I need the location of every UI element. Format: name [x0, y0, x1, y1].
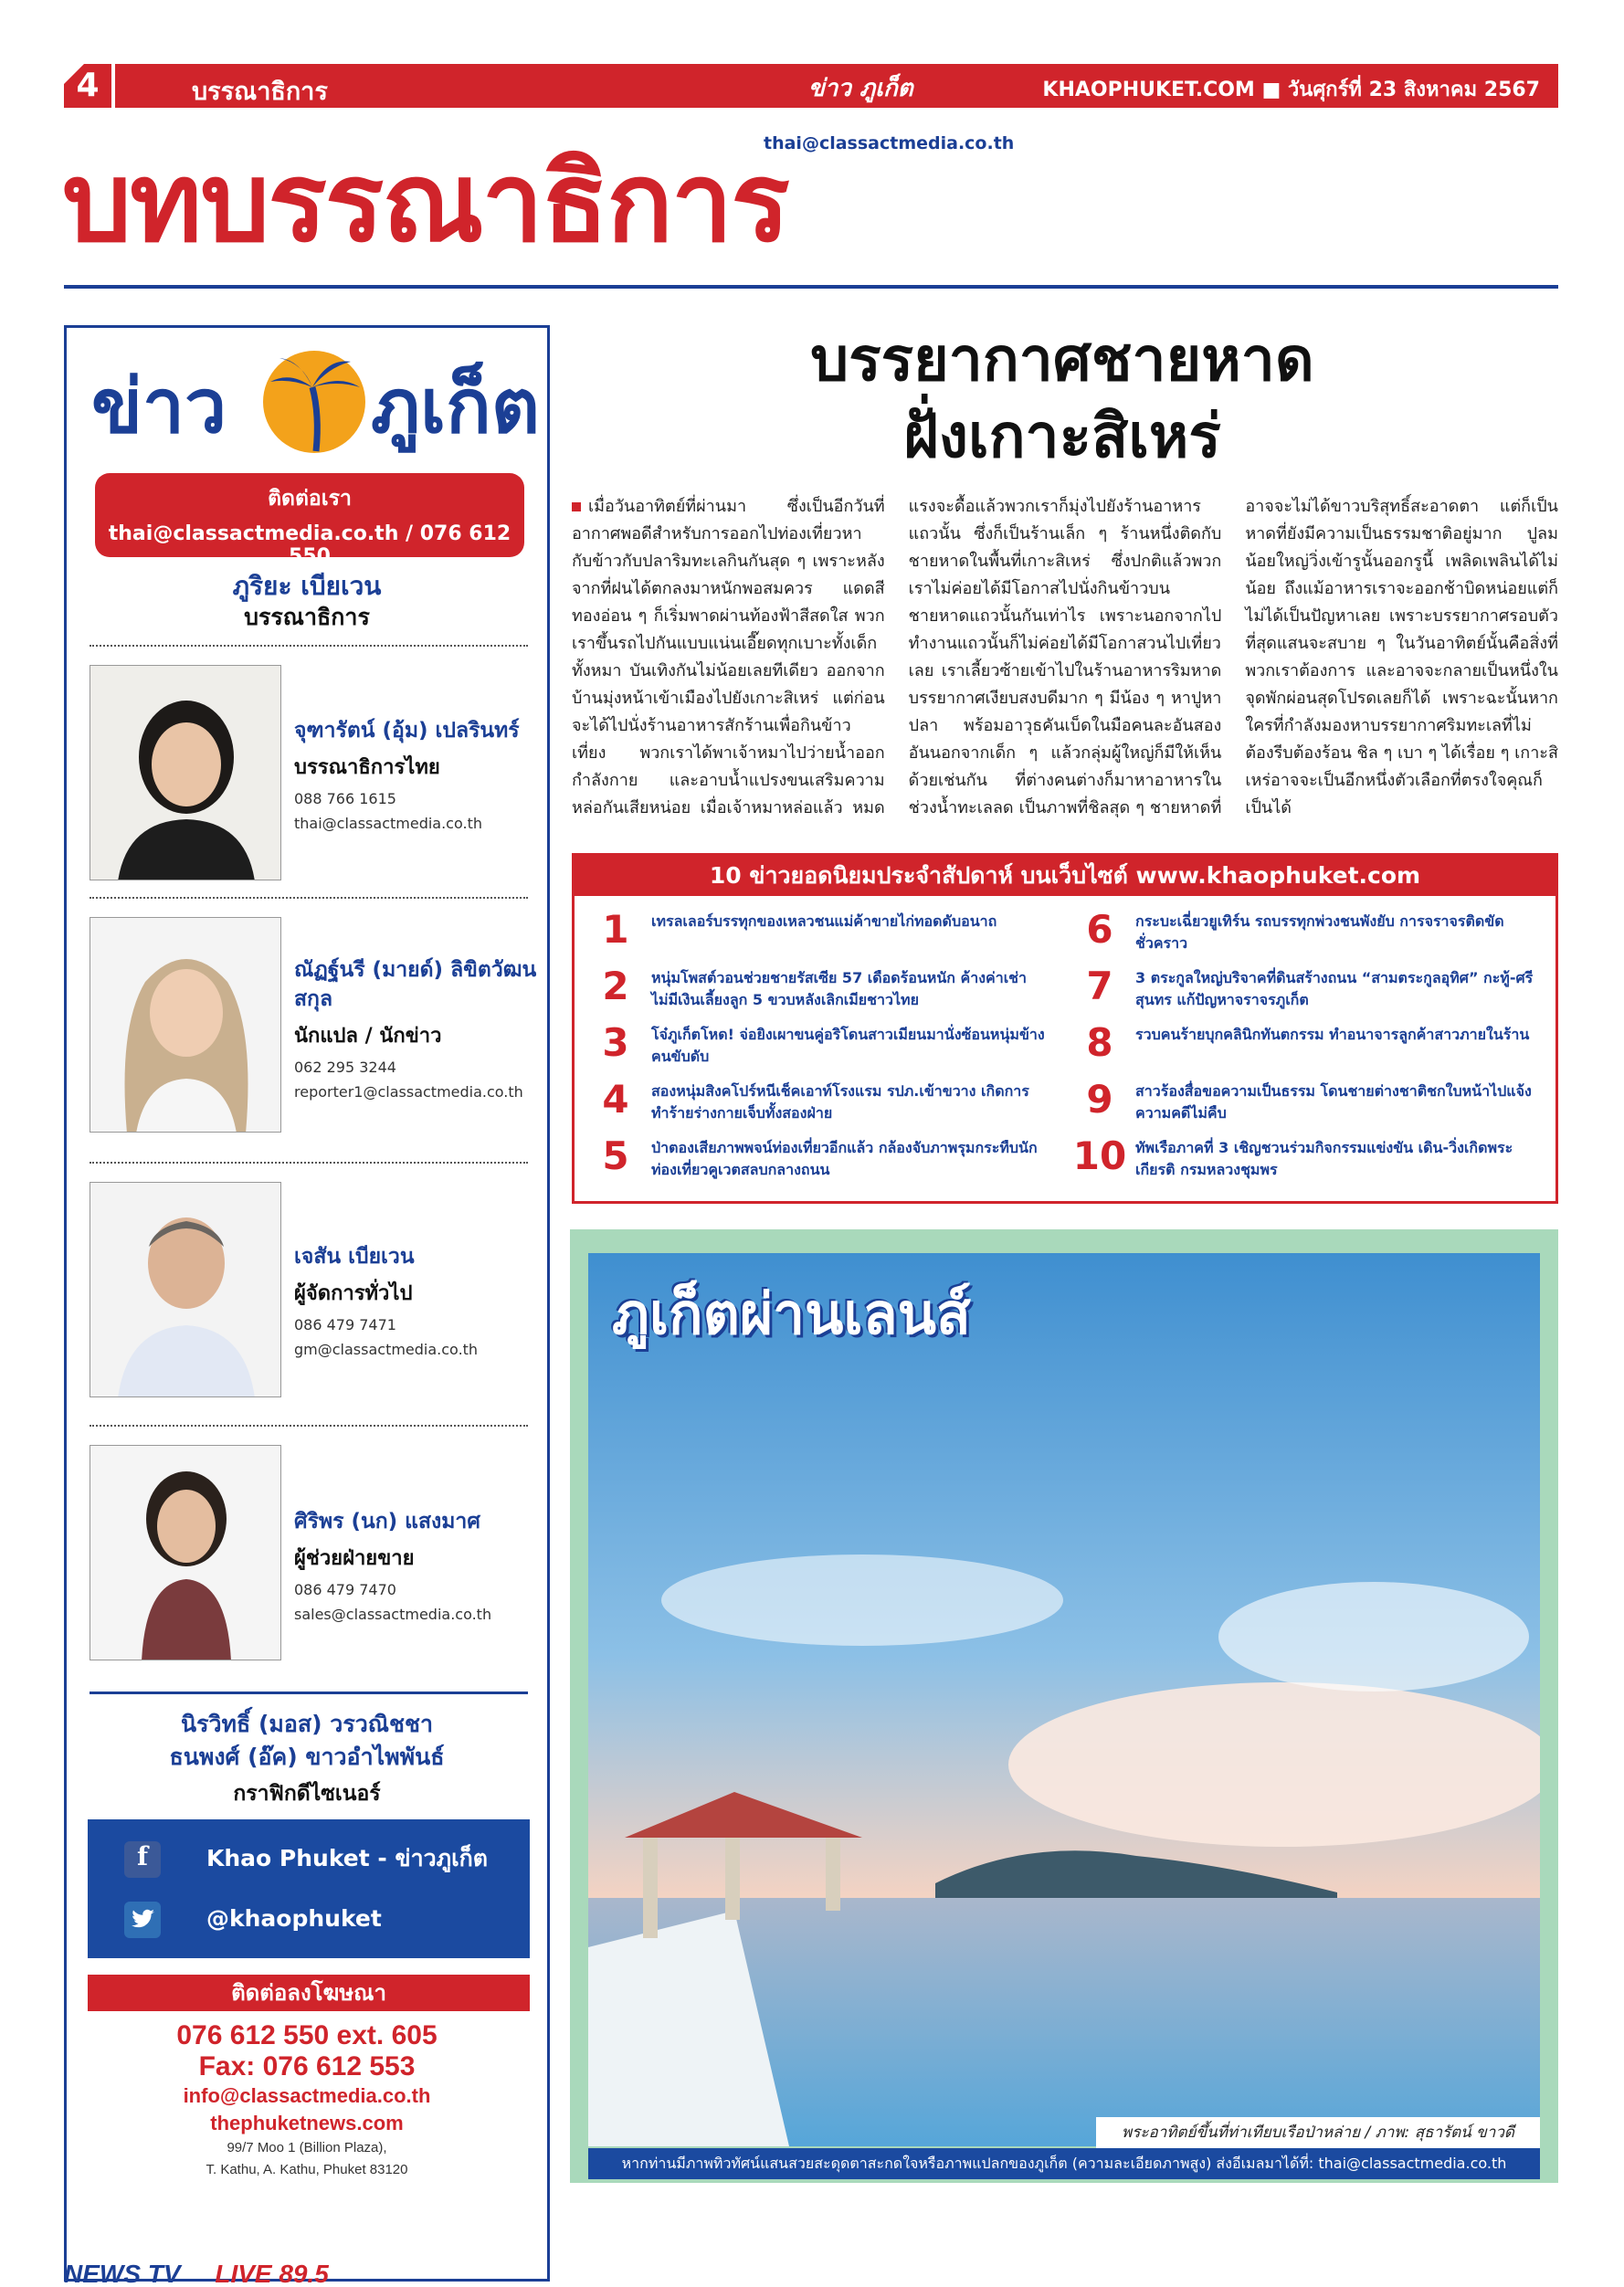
- staff-email[interactable]: thai@classactmedia.co.th: [294, 815, 482, 832]
- brand-logo: [91, 340, 540, 468]
- page-title: บทบรรณาธิการ: [62, 140, 788, 267]
- ad-address-1: 99/7 Moo 1 (Billion Plaza),: [227, 2140, 387, 2155]
- ad-address-2: T. Kathu, A. Kathu, Phuket 83120: [206, 2162, 408, 2177]
- twitter-label: @khaophuket: [206, 1905, 382, 1932]
- top10-text: สองหนุ่มสิงคโปร์หนีเช็คเอาท์โรงแรม รปภ.เข้าขวาง เกิดการทำร้ายร่างกายเจ็บทั้งสองฝ่าย: [651, 1082, 1029, 1122]
- staff-email[interactable]: gm@classactmedia.co.th: [294, 1341, 479, 1358]
- contact-box: [95, 473, 524, 568]
- staff-photo-4: [90, 1445, 281, 1660]
- top10-text: หนุ่มโพสต์วอนช่วยชายรัสเซีย 57 เดือดร้อนหนัก ค้างค่าเช่าไม่มีเงินเลี้ยงลูก 5 ขวบหลังเลิกเมียชาวไทย: [651, 969, 1028, 1008]
- top10-number: 3: [602, 1020, 629, 1065]
- facebook-label: Khao Phuket - ข่าวภูเก็ต: [206, 1845, 489, 1871]
- title-divider: [64, 285, 1558, 289]
- staff-email[interactable]: sales@classactmedia.co.th: [294, 1606, 492, 1623]
- staff-name: จุฑารัตน์ (อุ้ม) เปลรินทร์: [294, 719, 520, 743]
- footer-logos: [64, 2260, 329, 2287]
- staff-name: เจสัน เบียเวน: [294, 1245, 415, 1269]
- site-and-date: KHAOPHUKET.COM ■ วันศุกร์ที่ 23 สิงหาคม 2567: [1042, 79, 1540, 101]
- top10-item[interactable]: [1071, 1020, 1546, 1073]
- top10-item[interactable]: [1071, 1077, 1546, 1130]
- staff-role: นักแปล / นักข่าว: [294, 1025, 442, 1048]
- page-header-bar: [64, 64, 1558, 108]
- divider: [90, 1425, 528, 1427]
- divider: [90, 1692, 528, 1694]
- top10-text: รวบคนร้ายบุกคลินิกทันตกรรม ทำอนาจารลูกค้าสาวภายในร้าน: [1135, 1026, 1530, 1043]
- twitter-link[interactable]: [124, 1896, 526, 1942]
- article-headline: [566, 321, 1558, 475]
- top10-item[interactable]: [1071, 907, 1546, 960]
- article-text: เมื่อวันอาทิตย์ที่ผ่านมา ซึ่งเป็นอีกวันที่อากาศพอดีสำหรับการออกไปท่องเที่ยวหากับข้าวกับปลาริมทะเลกินกันสุด ๆ เพราะหลังจากที่ฝนได้ตกลงมาหนักพอสมควร แดดสีทองอ่อน ๆ ก็เริ่มพาดผ่านท้องฟ้าสีสดใส พวกเราขึ้นรถไปกันแบบแน่นเอี๊ยดทุกเบาะทั้งเด็ก ทั้งหมา บันเทิงกันไม่น้อยเลยทีเดียว ออกจากบ้านมุ่งหน้าเข้าเมืองไปยังเกาะสิเหร่ แต่ก่อนจะได้ไปนั่งร้านอาหารสักร้านเพื่อกินข้าวเที่ยง พวกเราได้พาเจ้าหมาไปว่ายน้ำออกกำลังกาย และอาบน้ำแปรงขนเสริมความหล่อกันเสียหน่อย เมื่อเจ้าหมาหล่อแล้ว หมดแรงจะดื้อแล้วพวกเราก็มุ่งไปยังร้านอาหารแถวนั้น ซึ่งก็เป็นร้านเล็ก ๆ ร้านหนึ่งติดกับชายหาดในพื้นที่เกาะสิเหร่ ซึ่งปกติแล้วพวกเราไม่ค่อยได้มีโอกาสไปนั่งกินข้าวบนชายหาดแถวนั้นกันเท่าไร เพราะนอกจากไปทำงานแถวนั้นก็ไม่ค่อยได้มีโอกาสวนไปเที่ยวเลย เราเลี้ยวซ้ายเข้าไปในร้านอาหารริมหาด บรรยากาศเงียบสงบดีมาก ๆ มีน้อง ๆ หาปูหาปลา พร้อมอาวุธคันเบ็ดในมือคนละอันสองอันนอกจากเด็ก ๆ แล้วกลุ่มผู้ใหญ่ก็มีให้เห็นด้วยเช่นกัน ที่ต่างคนต่างก็มาหาอาหารในช่วงน้ำทะเลลด เป็นภาพที่ชิลสุด ๆ ชายหาดที่อาจจะไม่ได้ขาวบริสุทธิ์สะอาดตา แต่ก็เป็นหาดที่ยังมีความเป็นธรรมชาติอยู่มาก ปูลมน้อยใหญ่วิ่งเข้ารูนั้นออกรูนี้ เพลิดเพลินได้ไม่น้อย ถึงแม้อาหารเราจะออกช้าบิดหน่อยแต่ก็ไม่ได้เป็นปัญหาเลย เพราะบรรยากาศรอบตัวที่สุดแสนจะสบาย ๆ ในวันอาทิตย์นั้นคือสิ่งที่พวกเราต้องการ และอาจจะกลายเป็นหนึ่งในจุดพักผ่อนสุดโปรดเลยก็ได้ เพราะฉะนั้นหากใครที่กำลังมองหาบรรยากาศริมทะเลที่ไม่ต้องรีบต้องร้อน ชิล ๆ เบา ๆ ได้เรื่อย ๆ เกาะสิเหร่อาจจะเป็นอีกหนึ่งตัวเลือกที่ตรงใจคุณก็เป็นได้: [572, 497, 1558, 817]
- top10-number: 2: [602, 964, 629, 1008]
- feature-caption: หากท่านมีภาพทิวทัศน์แสนสวยสะดุดตาสะกดใจหรือภาพแปลกของภูเก็ต (ความละเอียดภาพสูง) ส่งอีเมลมาได้ที่: thai@classactmedia.co.th: [588, 2148, 1540, 2179]
- top10-box: [572, 853, 1558, 1204]
- staff-card-3: [294, 1242, 541, 1358]
- ad-fax: Fax: 076 612 553: [198, 2051, 416, 2081]
- brand-right: ภูเก็ต: [371, 364, 540, 450]
- photo-credit: พระอาทิตย์ขึ้นที่ท่าเทียบเรือป่าหล่าย / ภาพ: สุธารัตน์ ขาวดี: [1096, 2117, 1540, 2148]
- staff-photo-3: [90, 1182, 281, 1397]
- top10-number: 8: [1086, 1020, 1113, 1065]
- top10-item[interactable]: [587, 907, 1062, 960]
- feature-photo: [588, 1253, 1540, 2146]
- designer-name: ธนพงศ์ (อ๊ค) ขาวอำไพพันธ์: [169, 1744, 445, 1770]
- designer-role: กราฟิกดีไซเนอร์: [233, 1782, 381, 1806]
- corner-flag-icon: [62, 64, 84, 86]
- editor-name: ภูริยะ เบียเวน: [232, 571, 382, 601]
- headline-line-2: ฝั่งเกาะสิเหร่: [903, 401, 1221, 471]
- masthead-email[interactable]: thai@classactmedia.co.th: [764, 133, 1015, 153]
- top10-text: ป่าตองเสียภาพพจน์ท่องเที่ยวอีกแล้ว กล้องจับภาพรุมกระทืบนักท่องเที่ยวคูเวตสลบกลางถนน: [651, 1139, 1038, 1178]
- staff-email[interactable]: reporter1@classactmedia.co.th: [294, 1083, 523, 1101]
- feature-title: ภูเก็ตผ่านเลนส์: [612, 1281, 971, 1347]
- article-body: [572, 493, 1558, 822]
- staff-card-4: [294, 1507, 541, 1623]
- bullet-icon: [572, 502, 581, 511]
- top10-item[interactable]: [587, 964, 1062, 1017]
- ad-contact-info: [64, 2020, 550, 2181]
- top10-text: โจ๋ภูเก็ตโหด! จ่อยิงเผาขนคู่อริโดนสาวเมียนมานั่งซ้อนหนุ่มข้างคนขับดับ: [651, 1026, 1045, 1065]
- top10-item[interactable]: [587, 1020, 1062, 1073]
- divider: [90, 1162, 528, 1164]
- contact-value[interactable]: thai@classactmedia.co.th / 076 612 550: [108, 522, 511, 568]
- staff-role: ผู้จัดการทั่วไป: [294, 1282, 413, 1305]
- staff-card-2: [294, 955, 541, 1101]
- staff-name: ศิริพร (นก) แสงมาศ: [294, 1510, 480, 1533]
- section-name: บรรณาธิการ: [192, 78, 328, 106]
- staff-name: ณัฏฐ์นรี (มายด์) ลิขิตวัฒนสกุล: [294, 958, 537, 1011]
- twitter-icon: [124, 1902, 161, 1938]
- top10-item[interactable]: [1071, 1133, 1546, 1186]
- palm-sun-icon: [263, 351, 365, 453]
- divider: [90, 897, 528, 899]
- staff-role: บรรณาธิการไทย: [294, 756, 440, 779]
- top10-text: ทัพเรือภาคที่ 3 เชิญชวนร่วมกิจกรรมแข่งขัน เดิน-วิ่งเกิดพระเกียรติ กรมหลวงชุมพร: [1135, 1139, 1513, 1178]
- top10-item[interactable]: [587, 1077, 1062, 1130]
- top10-number: 6: [1086, 907, 1113, 952]
- header-logo: ข่าว ภูเก็ต: [808, 75, 913, 102]
- ad-phone: 076 612 550 ext. 605: [176, 2020, 438, 2050]
- designers-block: [64, 1708, 550, 1810]
- top10-heading: 10 ข่าวยอดนิยมประจำสัปดาห์ บนเว็บไซต์ www.khaophuket.com: [575, 856, 1555, 896]
- top10-text: 3 ตระกูลใหญ่บริจาคที่ดินสร้างถนน “สามตระกูลอุทิศ” กะทู้-ศรีสุนทร แก้ปัญหาจราจรภูเก็ต: [1135, 969, 1534, 1008]
- editor-role: บรรณาธิการ: [244, 604, 370, 630]
- facebook-icon: f: [124, 1841, 161, 1878]
- ad-email[interactable]: info@classactmedia.co.th: [183, 2084, 431, 2107]
- headline-line-1: บรรยากาศชายหาด: [810, 324, 1314, 395]
- staff-photo-2: [90, 917, 281, 1133]
- top10-number: 9: [1086, 1077, 1113, 1122]
- top10-item[interactable]: [587, 1133, 1062, 1186]
- staff-phone: 088 766 1615: [294, 790, 396, 807]
- staff-phone: 062 295 3244: [294, 1059, 396, 1076]
- news-tv-logo: NEWS TV: [64, 2260, 181, 2287]
- staff-phone: 086 479 7470: [294, 1581, 396, 1598]
- staff-phone: 086 479 7471: [294, 1316, 396, 1333]
- designer-name: นิรวิทธิ์ (มอส) วรวณิชชา: [181, 1711, 433, 1737]
- social-box: [88, 1819, 530, 1958]
- top10-number: 10: [1072, 1133, 1127, 1178]
- top10-number: 5: [602, 1133, 629, 1178]
- top10-item[interactable]: [1071, 964, 1546, 1017]
- facebook-link[interactable]: [124, 1836, 526, 1881]
- top10-text: สาวร้องสื่อขอความเป็นธรรม โดนชายต่างชาติชกใบหน้าไปแจ้งความคดีไม่คืบ: [1135, 1082, 1532, 1122]
- ad-contact-heading: ติดต่อลงโฆษณา: [88, 1975, 530, 2011]
- page-number: 4: [64, 64, 115, 108]
- top10-number: 1: [602, 907, 629, 952]
- top10-number: 4: [602, 1077, 629, 1122]
- staff-photo-1: [90, 665, 281, 880]
- brand-left: ข่าว: [91, 364, 227, 450]
- ad-website[interactable]: thephuketnews.com: [210, 2112, 404, 2134]
- staff-role: ผู้ช่วยฝ่ายขาย: [294, 1547, 415, 1570]
- live-radio-logo: LIVE 89.5: [215, 2260, 329, 2287]
- divider: [90, 645, 528, 647]
- staff-card-1: [294, 716, 541, 832]
- top10-text: เทรลเลอร์บรรทุกของเหลวชนแม่ค้าขายไก่ทอดดับอนาถ: [651, 912, 997, 930]
- top10-number: 7: [1086, 964, 1113, 1008]
- top10-text: กระบะเฉี่ยวยูเทิร์น รถบรรทุกพ่วงชนพังยับ การจราจรติดขัดชั่วคราว: [1135, 912, 1504, 952]
- contact-heading: ติดต่อเรา: [268, 487, 352, 511]
